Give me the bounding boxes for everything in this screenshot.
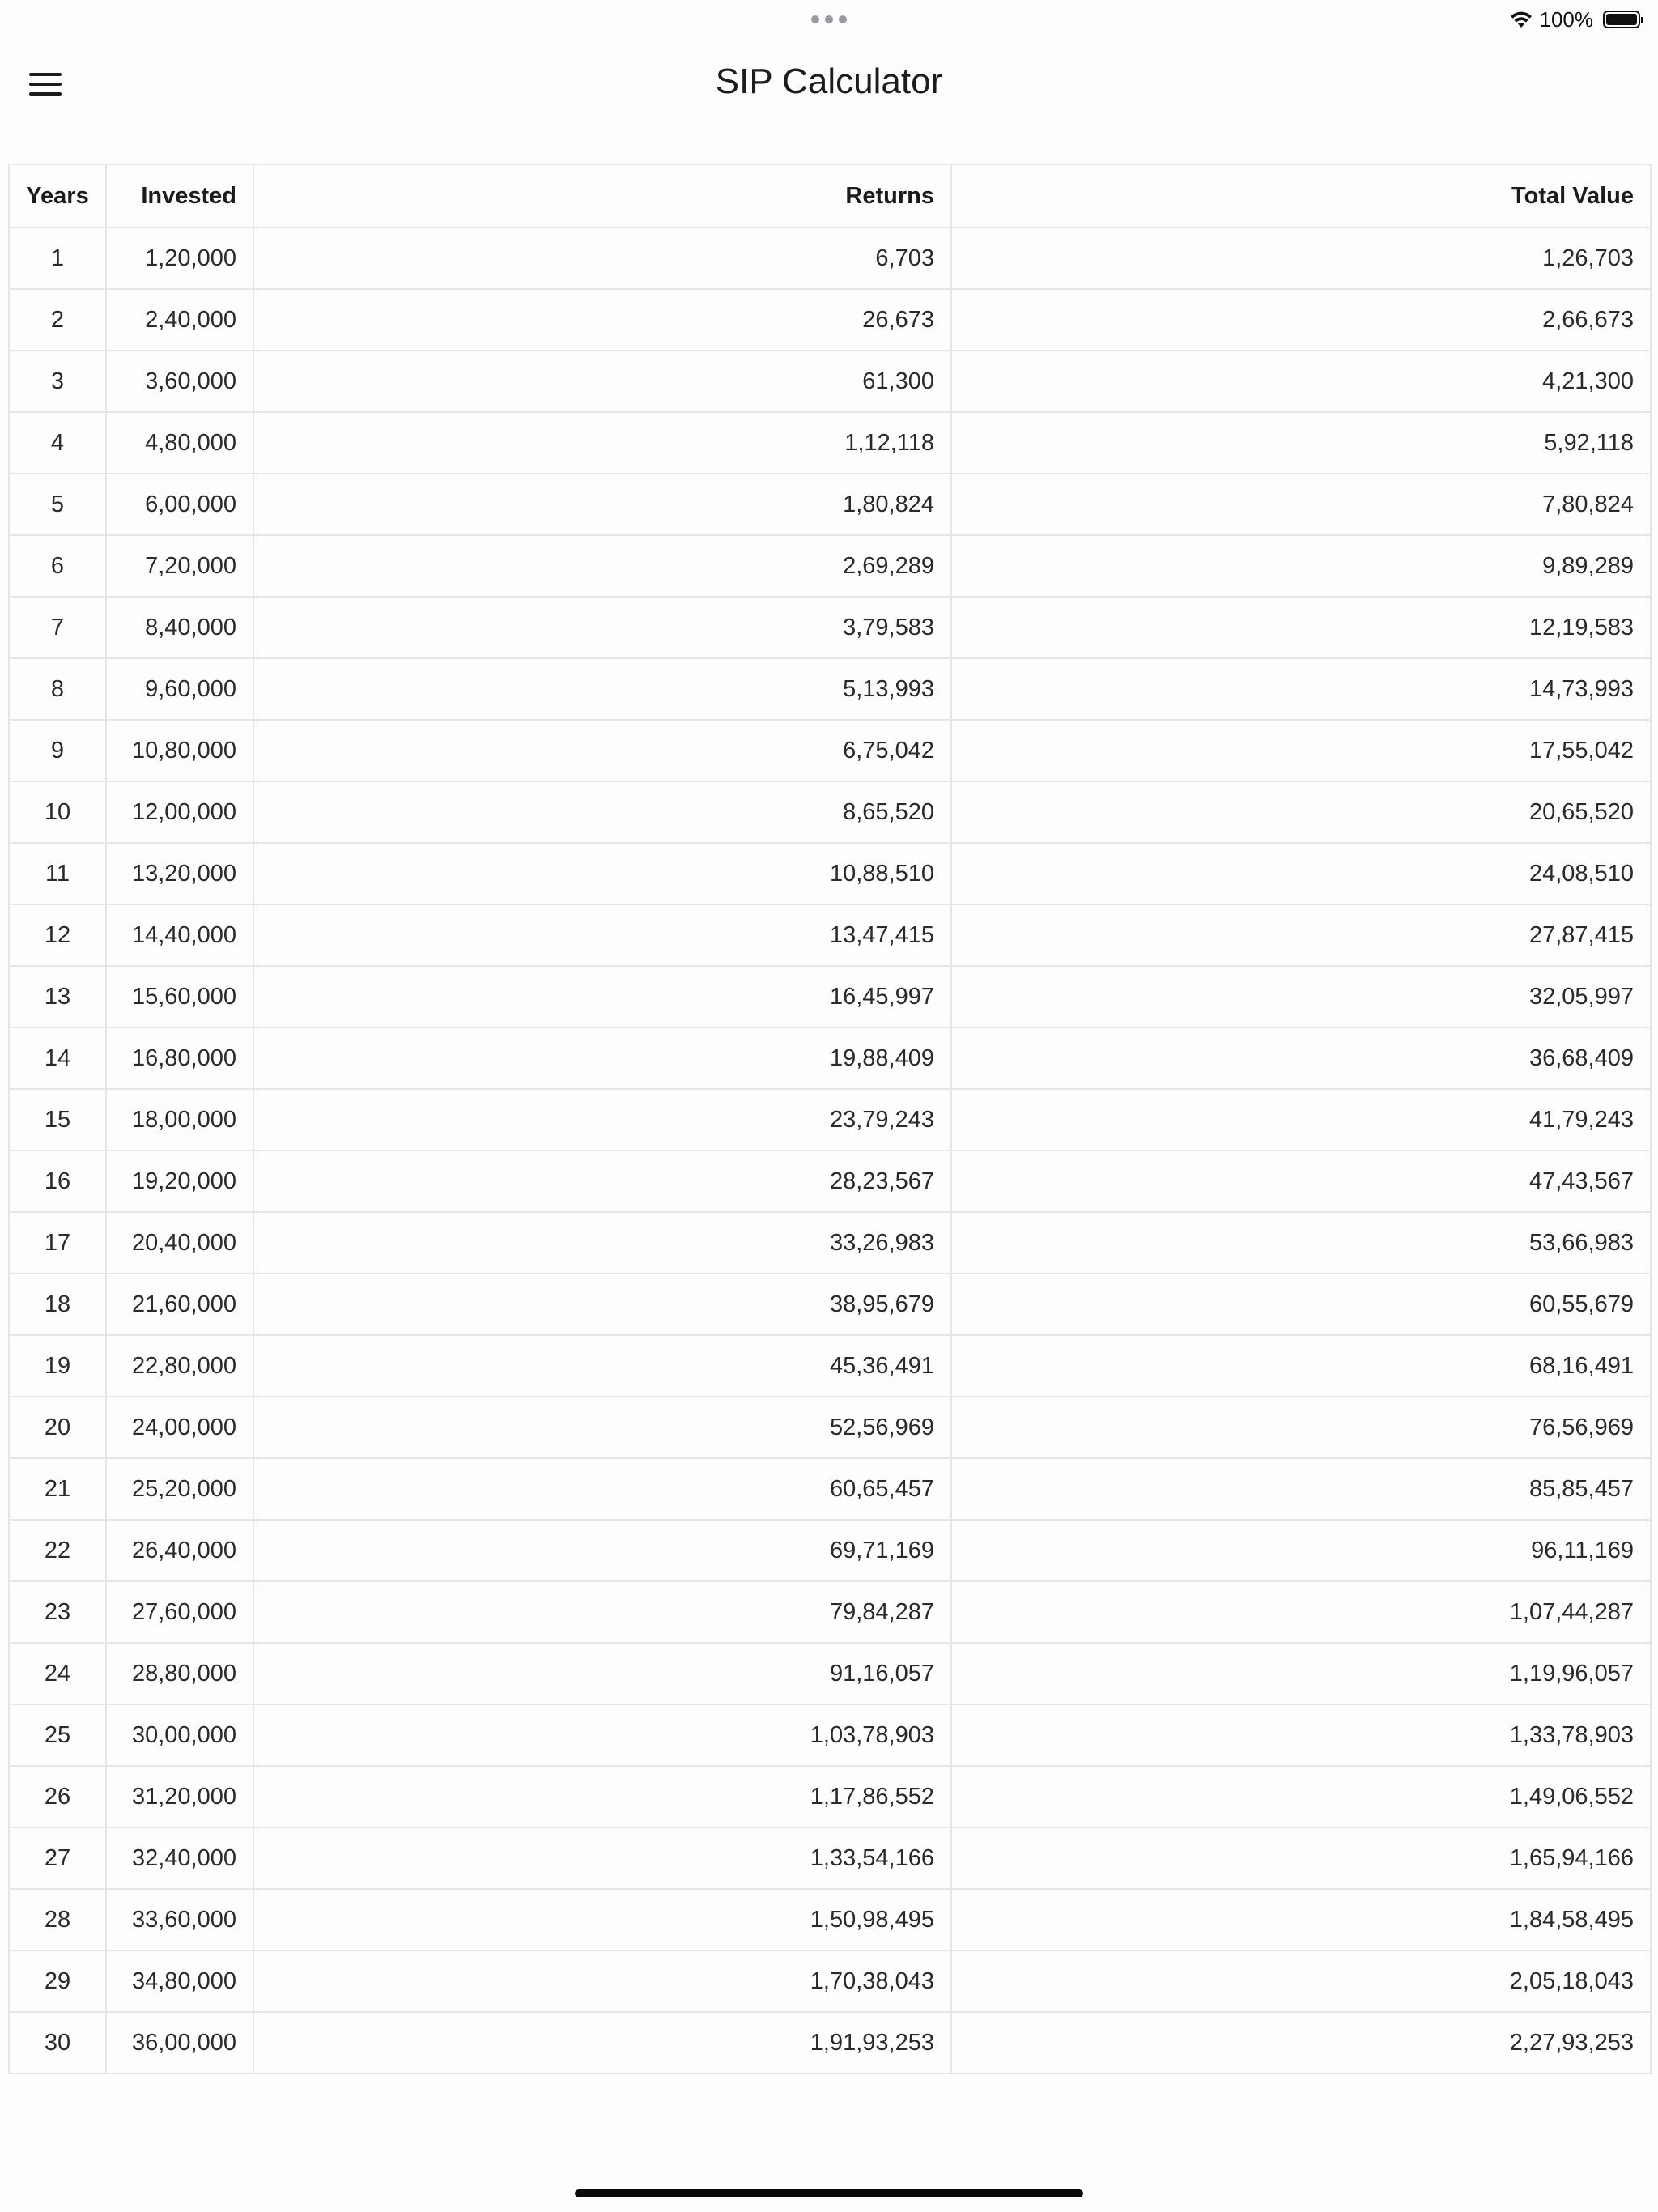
cell-returns: 69,71,169 [253,1520,951,1581]
cell-invested: 8,40,000 [106,597,253,658]
table-row [9,597,1651,658]
cell-returns: 38,95,679 [253,1274,951,1335]
table-row [9,351,1651,412]
cell-years: 5 [9,474,106,535]
table-row [9,781,1651,843]
table-row [9,1151,1651,1212]
battery-percentage: 100% [1539,6,1593,32]
cell-total-value: 9,89,289 [951,535,1651,597]
table-row [9,1827,1651,1889]
cell-years: 20 [9,1397,106,1458]
cell-total-value: 7,80,824 [951,474,1651,535]
cell-returns: 2,69,289 [253,535,951,597]
cell-returns: 1,70,38,043 [253,1950,951,2012]
app-header [0,39,1658,130]
cell-returns: 1,12,118 [253,412,951,474]
cell-total-value: 85,85,457 [951,1458,1651,1520]
cell-invested: 6,00,000 [106,474,253,535]
table-row [9,843,1651,904]
cell-invested: 9,60,000 [106,658,253,720]
cell-returns: 6,75,042 [253,720,951,781]
cell-returns: 61,300 [253,351,951,412]
cell-invested: 2,40,000 [106,289,253,351]
cell-years: 11 [9,843,106,904]
cell-invested: 20,40,000 [106,1212,253,1274]
cell-returns: 1,17,86,552 [253,1766,951,1827]
cell-years: 10 [9,781,106,843]
cell-years: 14 [9,1027,106,1089]
cell-invested: 14,40,000 [106,904,253,966]
cell-total-value: 1,49,06,552 [951,1766,1651,1827]
cell-years: 2 [9,289,106,351]
cell-total-value: 2,05,18,043 [951,1950,1651,2012]
cell-returns: 10,88,510 [253,843,951,904]
cell-total-value: 1,65,94,166 [951,1827,1651,1889]
cell-years: 17 [9,1212,106,1274]
cell-years: 19 [9,1335,106,1397]
cell-invested: 1,20,000 [106,228,253,289]
cell-invested: 31,20,000 [106,1766,253,1827]
cell-returns: 1,33,54,166 [253,1827,951,1889]
cell-invested: 18,00,000 [106,1089,253,1151]
cell-returns: 28,23,567 [253,1151,951,1212]
table-row [9,228,1651,289]
table-row [9,966,1651,1027]
cell-years: 3 [9,351,106,412]
cell-invested: 10,80,000 [106,720,253,781]
cell-invested: 36,00,000 [106,2012,253,2074]
cell-years: 15 [9,1089,106,1151]
table-row [9,1889,1651,1950]
cell-total-value: 1,84,58,495 [951,1889,1651,1950]
cell-invested: 27,60,000 [106,1581,253,1643]
cell-invested: 12,00,000 [106,781,253,843]
cell-invested: 3,60,000 [106,351,253,412]
cell-total-value: 2,66,673 [951,289,1651,351]
multitasking-dots-icon[interactable] [811,15,847,24]
cell-returns: 16,45,997 [253,966,951,1027]
cell-returns: 1,03,78,903 [253,1704,951,1766]
cell-returns: 19,88,409 [253,1027,951,1089]
cell-years: 9 [9,720,106,781]
table-row [9,1643,1651,1704]
cell-total-value: 47,43,567 [951,1151,1651,1212]
cell-years: 29 [9,1950,106,2012]
cell-returns: 60,65,457 [253,1458,951,1520]
cell-total-value: 1,26,703 [951,228,1651,289]
cell-years: 1 [9,228,106,289]
cell-total-value: 17,55,042 [951,720,1651,781]
cell-total-value: 1,07,44,287 [951,1581,1651,1643]
table-row [9,1089,1651,1151]
cell-returns: 6,703 [253,228,951,289]
cell-returns: 13,47,415 [253,904,951,966]
status-indicators [1509,6,1641,32]
cell-returns: 91,16,057 [253,1643,951,1704]
cell-total-value: 41,79,243 [951,1089,1651,1151]
page-title: SIP Calculator [715,62,943,101]
cell-invested: 4,80,000 [106,412,253,474]
cell-total-value: 20,65,520 [951,781,1651,843]
battery-icon [1603,11,1640,28]
cell-total-value: 32,05,997 [951,966,1651,1027]
cell-returns: 3,79,583 [253,597,951,658]
cell-total-value: 1,33,78,903 [951,1704,1651,1766]
table-header-row [9,164,1651,228]
cell-returns: 5,13,993 [253,658,951,720]
cell-total-value: 36,68,409 [951,1027,1651,1089]
cell-total-value: 2,27,93,253 [951,2012,1651,2074]
cell-years: 27 [9,1827,106,1889]
cell-invested: 28,80,000 [106,1643,253,1704]
table-row [9,1397,1651,1458]
table-row [9,904,1651,966]
column-header-total-value: Total Value [951,164,1651,228]
cell-invested: 24,00,000 [106,1397,253,1458]
cell-total-value: 14,73,993 [951,658,1651,720]
sip-results-table [8,164,1650,2074]
cell-invested: 7,20,000 [106,535,253,597]
cell-years: 23 [9,1581,106,1643]
table-row [9,2012,1651,2074]
cell-years: 16 [9,1151,106,1212]
cell-invested: 22,80,000 [106,1335,253,1397]
table-row [9,1335,1651,1397]
cell-returns: 52,56,969 [253,1397,951,1458]
cell-invested: 32,40,000 [106,1827,253,1889]
cell-years: 13 [9,966,106,1027]
table-row [9,1950,1651,2012]
cell-total-value: 96,11,169 [951,1520,1651,1581]
cell-invested: 19,20,000 [106,1151,253,1212]
cell-years: 18 [9,1274,106,1335]
home-indicator[interactable] [575,2189,1083,2197]
table-row [9,1274,1651,1335]
cell-years: 7 [9,597,106,658]
cell-invested: 34,80,000 [106,1950,253,2012]
cell-returns: 23,79,243 [253,1089,951,1151]
cell-total-value: 76,56,969 [951,1397,1651,1458]
cell-years: 24 [9,1643,106,1704]
cell-total-value: 27,87,415 [951,904,1651,966]
cell-total-value: 12,19,583 [951,597,1651,658]
table-row [9,1581,1651,1643]
cell-total-value: 1,19,96,057 [951,1643,1651,1704]
cell-years: 28 [9,1889,106,1950]
table-row [9,1704,1651,1766]
table-row [9,1027,1651,1089]
table-row [9,720,1651,781]
cell-years: 21 [9,1458,106,1520]
cell-years: 6 [9,535,106,597]
cell-total-value: 24,08,510 [951,843,1651,904]
cell-returns: 26,673 [253,289,951,351]
column-header-invested: Invested [106,164,253,228]
column-header-years: Years [9,164,106,228]
cell-returns: 1,91,93,253 [253,2012,951,2074]
cell-invested: 15,60,000 [106,966,253,1027]
cell-returns: 1,50,98,495 [253,1889,951,1950]
cell-returns: 33,26,983 [253,1212,951,1274]
cell-total-value: 4,21,300 [951,351,1651,412]
column-header-returns: Returns [253,164,951,228]
cell-years: 26 [9,1766,106,1827]
cell-invested: 25,20,000 [106,1458,253,1520]
table-row [9,1766,1651,1827]
table-body [9,228,1651,2074]
cell-invested: 30,00,000 [106,1704,253,1766]
table-row [9,1212,1651,1274]
cell-invested: 16,80,000 [106,1027,253,1089]
cell-invested: 13,20,000 [106,843,253,904]
table-row [9,474,1651,535]
cell-years: 25 [9,1704,106,1766]
cell-invested: 33,60,000 [106,1889,253,1950]
cell-years: 4 [9,412,106,474]
cell-total-value: 5,92,118 [951,412,1651,474]
cell-invested: 26,40,000 [106,1520,253,1581]
cell-returns: 8,65,520 [253,781,951,843]
table-row [9,1520,1651,1581]
cell-total-value: 60,55,679 [951,1274,1651,1335]
table-row [9,289,1651,351]
wifi-icon [1509,10,1533,29]
cell-years: 8 [9,658,106,720]
table-row [9,535,1651,597]
cell-total-value: 53,66,983 [951,1212,1651,1274]
cell-returns: 79,84,287 [253,1581,951,1643]
cell-years: 30 [9,2012,106,2074]
cell-years: 22 [9,1520,106,1581]
table-row [9,412,1651,474]
cell-returns: 1,80,824 [253,474,951,535]
cell-years: 12 [9,904,106,966]
cell-returns: 45,36,491 [253,1335,951,1397]
table-row [9,658,1651,720]
cell-total-value: 68,16,491 [951,1335,1651,1397]
status-bar [0,0,1658,39]
cell-invested: 21,60,000 [106,1274,253,1335]
table-row [9,1458,1651,1520]
